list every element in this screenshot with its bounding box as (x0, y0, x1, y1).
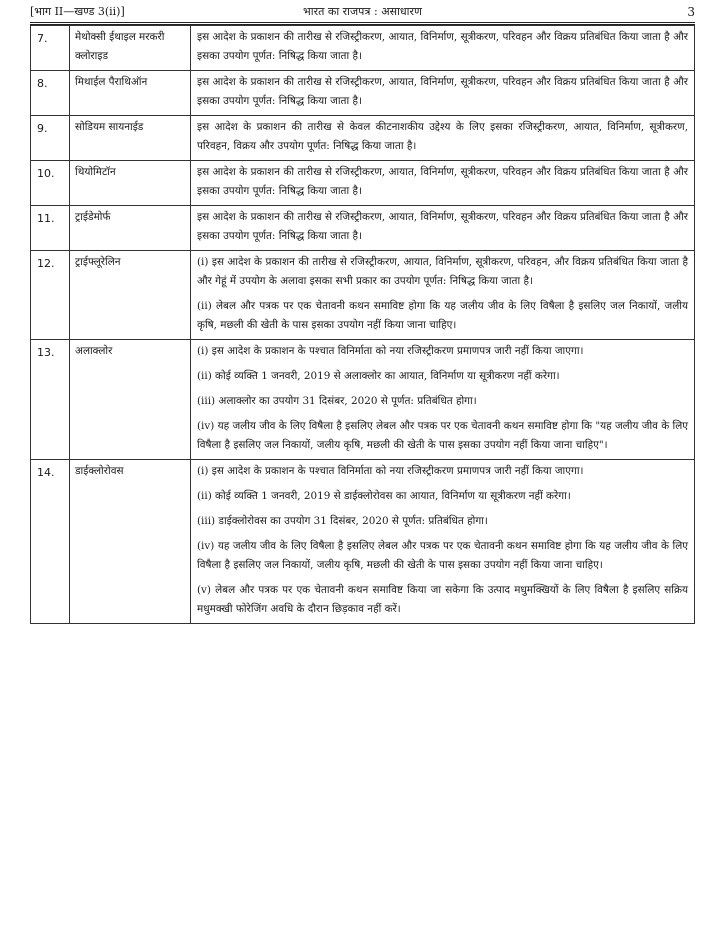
regulation-clause: इस आदेश के प्रकाशन की तारीख से रजिस्ट्रीकरण, आयात, विनिर्माण, सूत्रीकरण, परिवहन और विक्रय प्रतिबंधित किया जाता है और इसका उपयोग पूर्णत: निषिद्ध किया जाता है। (197, 76, 688, 107)
serial-number: 13. (31, 340, 70, 460)
regulation-clause: (i) इस आदेश के प्रकाशन की तारीख से रजिस्ट्रीकरण, आयात, विनिर्माण, सूत्रीकरण, परिवहन, और विक्रय प्रतिबंधित किया जाता है और गेहूं में उपयोग के अलावा इसका सभी प्रकार का उपयोग पूर्णत: निषिद्ध किया जाता है। (197, 256, 688, 287)
table-row (31, 251, 695, 340)
pesticide-table-body (31, 26, 695, 624)
serial-number: 9. (31, 116, 70, 161)
pesticide-name: सोडियम सायनाईड (70, 116, 191, 161)
pesticide-name: मिथाईल पैराथिऑन (70, 71, 191, 116)
regulation-text (191, 26, 695, 71)
page-number: 3 (687, 5, 695, 19)
regulation-clause: (ii) कोई व्यक्ति 1 जनवरी, 2019 से अलाक्लोर का आयात, विनिर्माण या सूत्रीकरण नहीं करेगा। (197, 370, 560, 382)
regulation-text (191, 460, 695, 624)
regulation-clause: इस आदेश के प्रकाशन की तारीख से रजिस्ट्रीकरण, आयात, विनिर्माण, सूत्रीकरण, परिवहन और विक्रय प्रतिबंधित किया जाता है और इसका उपयोग पूर्णत: निषिद्ध किया जाता है। (197, 31, 688, 62)
regulation-clause: (iv) यह जलीय जीव के लिए विषैला है इसलिए लेबल और पत्रक पर एक चेतावनी कथन समाविष्ट होगा कि "यह जलीय जीव के लिए विषैला है इसलिए जल निकायों, जलीय कृषि, मछली की खेती के पास इसका उपयोग नहीं किया जाना चाहिए"। (197, 420, 688, 451)
regulation-text (191, 161, 695, 206)
serial-number: 8. (31, 71, 70, 116)
pesticide-name: मेथोक्सी ईथाइल मरकरी क्लोराइड (70, 26, 191, 71)
regulation-text (191, 116, 695, 161)
regulation-clause: (ii) कोई व्यक्ति 1 जनवरी, 2019 से डाईक्लोरोवस का आयात, विनिर्माण या सूत्रीकरण नहीं करेगा। (197, 490, 571, 502)
regulation-text (191, 340, 695, 460)
regulation-clause: इस आदेश के प्रकाशन की तारीख से केवल कीटनाशकीय उद्देश्य के लिए इसका रजिस्ट्रीकरण, आयात, विनिर्माण, सूत्रीकरण, परिवहन, विक्रय और उपयोग पूर्णत: निषिद्ध किया जाता है। (197, 121, 688, 152)
serial-number: 11. (31, 206, 70, 251)
pesticide-name: अलाक्लोर (70, 340, 191, 460)
pesticide-name: ट्राईफ्लूरेलिन (70, 251, 191, 340)
table-row (31, 206, 695, 251)
header-part-section: [भाग II—खण्ड 3(ii)] (30, 5, 125, 18)
regulation-clause: (iv) यह जलीय जीव के लिए विषैला है इसलिए लेबल और पत्रक पर एक चेतावनी कथन समाविष्ट होगा कि यह जलीय जीव के लिए विषैला है इसलिए जल निकायों, जलीय कृषि, मछली की खेती के पास इसका उपयोग नहीं किया जाना चाहिए। (197, 540, 688, 571)
pesticide-name: ट्राईडेमोर्फ (70, 206, 191, 251)
serial-number: 10. (31, 161, 70, 206)
serial-number: 14. (31, 460, 70, 624)
pesticide-table (30, 25, 695, 624)
table-row (31, 161, 695, 206)
regulation-clause: (v) लेबल और पत्रक पर एक चेतावनी कथन समाविष्ट किया जा सकेगा कि उत्पाद मधुमक्खियों के लिए विषैला है इसलिए सक्रिय मधुमक्खी फोरेजिंग अवधि के दौरान छिड़काव नहीं करें। (197, 584, 688, 615)
table-row (31, 460, 695, 624)
table-row (31, 71, 695, 116)
regulation-clause: इस आदेश के प्रकाशन की तारीख से रजिस्ट्रीकरण, आयात, विनिर्माण, सूत्रीकरण, परिवहन और विक्रय प्रतिबंधित किया जाता है और इसका उपयोग पूर्णत: निषिद्ध किया जाता है। (197, 211, 688, 242)
regulation-text (191, 71, 695, 116)
table-row (31, 26, 695, 71)
regulation-clause: (i) इस आदेश के प्रकाशन के पश्चात विनिर्माता को नया रजिस्ट्रीकरण प्रमाणपत्र जारी नहीं किया जाएगा। (197, 345, 584, 357)
page-header (30, 4, 695, 20)
regulation-clause: (iii) अलाक्लोर का उपयोग 31 दिसंबर, 2020 से पूर्णत: प्रतिबंधित होगा। (197, 395, 477, 407)
regulation-clause: (i) इस आदेश के प्रकाशन के पश्चात विनिर्माता को नया रजिस्ट्रीकरण प्रमाणपत्र जारी नहीं किया जाएगा। (197, 465, 584, 477)
serial-number: 12. (31, 251, 70, 340)
pesticide-name: डाईक्लोरोवस (70, 460, 191, 624)
header-gazette-title: भारत का राजपत्र : असाधारण (303, 5, 422, 18)
table-row (31, 340, 695, 460)
regulation-clause: इस आदेश के प्रकाशन की तारीख से रजिस्ट्रीकरण, आयात, विनिर्माण, सूत्रीकरण, परिवहन और विक्रय प्रतिबंधित किया जाता है और इसका उपयोग पूर्णत: निषिद्ध किया जाता है। (197, 166, 688, 197)
serial-number: 7. (31, 26, 70, 71)
table-row (31, 116, 695, 161)
pesticide-name: थियोमिटॉन (70, 161, 191, 206)
regulation-text (191, 206, 695, 251)
regulation-text (191, 251, 695, 340)
regulation-clause: (ii) लेबल और पत्रक पर एक चेतावनी कथन समाविष्ट होगा कि यह जलीय जीव के लिए विषैला है इसलिए जल निकायों, जलीय कृषि, मछली की खेती के पास इसका उपयोग नहीं किया जाना चाहिए। (197, 300, 688, 331)
regulation-clause: (iii) डाईक्लोरोवस का उपयोग 31 दिसंबर, 2020 से पूर्णत: प्रतिबंधित होगा। (197, 515, 488, 527)
